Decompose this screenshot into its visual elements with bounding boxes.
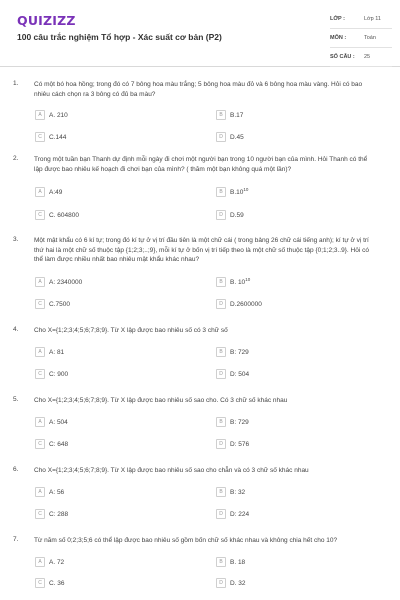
question-text: Cho X={1;2;3;4;5;6;7;8;9}. Từ X lập được bao nhiêu số sao cho. Có 3 chữ số khác nhau xyxy=(34,397,288,404)
option-letter-box: B xyxy=(216,417,226,427)
option-text: A: 81 xyxy=(49,348,65,356)
question-text: Có một bó hoa hồng; trong đó có 7 bông hoa màu trắng; 5 bông hoa màu đỏ và 6 bông hoa màu vàng. Hỏi có bao nhiêu cách chọn ra 3 bông có đủ ba màu? xyxy=(34,81,363,98)
option-text: D: 576 xyxy=(230,440,250,448)
meta-value: 25 xyxy=(364,54,371,60)
meta-row-question-count xyxy=(330,48,392,67)
option-letter-box: A xyxy=(35,417,45,427)
option-d[interactable] xyxy=(216,577,246,589)
option-letter-box: B xyxy=(216,487,226,497)
option-letter-box: D xyxy=(216,210,226,220)
option-b[interactable] xyxy=(216,346,249,358)
option-text: D: 224 xyxy=(230,510,250,518)
option-c[interactable] xyxy=(35,298,70,310)
option-c[interactable] xyxy=(35,209,79,221)
option-text: A. 210 xyxy=(49,111,68,119)
option-c[interactable] xyxy=(35,508,68,520)
option-b[interactable] xyxy=(216,186,248,198)
option-text: D. 32 xyxy=(230,579,246,587)
option-text: C.7500 xyxy=(49,300,70,308)
question-number: 1. xyxy=(13,80,19,87)
option-text-base: B. 10 xyxy=(230,279,246,287)
option-c[interactable] xyxy=(35,577,65,589)
option-d[interactable] xyxy=(216,298,262,310)
option-c[interactable] xyxy=(35,438,68,450)
meta-table xyxy=(330,10,392,67)
option-a[interactable] xyxy=(35,556,64,568)
option-a[interactable] xyxy=(35,276,82,288)
option-d[interactable] xyxy=(216,368,249,380)
option-text: A: 56 xyxy=(49,488,65,496)
option-d[interactable] xyxy=(216,131,244,143)
option-letter-box: B xyxy=(216,110,226,120)
meta-row-subject xyxy=(330,29,392,48)
option-b[interactable] xyxy=(216,556,245,568)
option-c[interactable] xyxy=(35,131,66,143)
option-b[interactable] xyxy=(216,276,250,288)
option-letter-box: D xyxy=(216,578,226,588)
option-text: C.144 xyxy=(49,133,67,141)
option-text: A. 72 xyxy=(49,558,65,566)
question-number: 5. xyxy=(13,396,19,403)
option-letter-box: C xyxy=(35,210,45,220)
option-text: B. 18 xyxy=(230,558,246,566)
option-letter-box: A xyxy=(35,557,45,567)
option-a[interactable] xyxy=(35,486,64,498)
option-text: C: 648 xyxy=(49,440,69,448)
question-text: Từ năm số 0;2;3;5;6 có thể lập được bao nhiêu số gồm bốn chữ số khác nhau và không chia hết cho 10? xyxy=(34,537,338,544)
option-letter-box: B xyxy=(216,187,226,197)
option-a[interactable] xyxy=(35,109,68,121)
option-letter-box: B xyxy=(216,277,226,287)
option-letter-box: A xyxy=(35,347,45,357)
option-exponent: 10 xyxy=(243,187,249,193)
option-text xyxy=(230,187,248,196)
question-number: 7. xyxy=(13,536,19,543)
quizizz-logo: QUIZIZZ xyxy=(17,13,76,28)
option-letter-box: D xyxy=(216,439,226,449)
meta-value: Lớp 11 xyxy=(364,16,381,22)
option-text: B: 729 xyxy=(230,418,249,426)
option-letter-box: A xyxy=(35,110,45,120)
option-text: B: 32 xyxy=(230,488,246,496)
page-header xyxy=(0,0,400,67)
meta-label: SỐ CÂU : xyxy=(330,54,355,60)
option-d[interactable] xyxy=(216,508,249,520)
option-b[interactable] xyxy=(216,109,243,121)
option-text: C: 900 xyxy=(49,370,69,378)
option-letter-box: D xyxy=(216,369,226,379)
option-text: A: 504 xyxy=(49,418,68,426)
option-letter-box: C xyxy=(35,509,45,519)
question-number: 2. xyxy=(13,155,19,162)
option-letter-box: A xyxy=(35,277,45,287)
option-letter-box: B xyxy=(216,557,226,567)
question-text: Cho X={1;2;3;4;5;6;7;8;9}. Từ X lập được bao nhiêu số sao cho chẵn và có 3 chữ số khác nhau xyxy=(34,467,309,474)
option-letter-box: C xyxy=(35,299,45,309)
option-text: C: 288 xyxy=(49,510,69,518)
option-letter-box: D xyxy=(216,509,226,519)
option-letter-box: C xyxy=(35,132,45,142)
option-text: D.2600000 xyxy=(230,300,262,308)
option-text-base: B.10 xyxy=(230,189,244,197)
option-letter-box: C xyxy=(35,578,45,588)
option-a[interactable] xyxy=(35,416,68,428)
option-a[interactable] xyxy=(35,346,64,358)
question-number: 6. xyxy=(13,466,19,473)
question-number: 4. xyxy=(13,326,19,333)
option-text: B: 729 xyxy=(230,348,249,356)
option-letter-box: C xyxy=(35,439,45,449)
option-letter-box: B xyxy=(216,347,226,357)
question-text: Trong một tuần bạn Thanh dự định mỗi ngày đi chơi một người bạn trong 10 người bạn của mình. Hỏi Thanh có thể lập được bao nhiêu kế hoạch đi chơi bạn của mình? ( thăm một bạn không quá một lần)? xyxy=(34,156,368,173)
option-letter-box: C xyxy=(35,369,45,379)
option-text: D: 504 xyxy=(230,370,250,378)
option-a[interactable] xyxy=(35,186,62,198)
question-text: Một mật khẩu có 6 kí tự; trong đó kí tự ở vị trí đầu tiên là một chữ cái ( trong bảng 26 chữ cái tiếng anh); kí tự ở vị trí thứ hai là một chữ số thuộc tập {1;2;3;..;9}, mỗi kí tự ở bốn vị trí tiếp theo là một chữ số thuộc tập {0;1;2;3..9}. Hỏi có thể làm được nhiều nhất bao nhiêu mật khẩu khác nhau? xyxy=(34,237,369,263)
meta-value: Toán xyxy=(364,35,376,41)
option-letter-box: A xyxy=(35,487,45,497)
option-c[interactable] xyxy=(35,368,68,380)
meta-label: LỚP : xyxy=(330,16,345,22)
document-title: 100 câu trắc nghiệm Tổ hợp - Xác suất cơ bản (P2) xyxy=(17,32,222,42)
option-b[interactable] xyxy=(216,486,245,498)
option-d[interactable] xyxy=(216,209,244,221)
option-text: C. 604800 xyxy=(49,211,79,219)
option-text: D.45 xyxy=(230,133,244,141)
meta-label: MÔN : xyxy=(330,35,347,41)
option-text: C. 36 xyxy=(49,579,65,587)
option-letter-box: A xyxy=(35,187,45,197)
option-exponent: 10 xyxy=(245,277,251,283)
meta-row-class xyxy=(330,10,392,29)
option-letter-box: D xyxy=(216,299,226,309)
question-text: Cho X={1;2;3;4;5;6;7;8;9}. Từ X lập được bao nhiêu số có 3 chữ số xyxy=(34,327,228,334)
question-number: 3. xyxy=(13,236,19,243)
option-d[interactable] xyxy=(216,438,249,450)
option-text: B.17 xyxy=(230,111,244,119)
option-text: A: 2340000 xyxy=(49,278,83,286)
option-text: A:49 xyxy=(49,188,63,196)
option-text xyxy=(230,277,250,286)
option-b[interactable] xyxy=(216,416,249,428)
option-letter-box: D xyxy=(216,132,226,142)
option-text: D.59 xyxy=(230,211,244,219)
